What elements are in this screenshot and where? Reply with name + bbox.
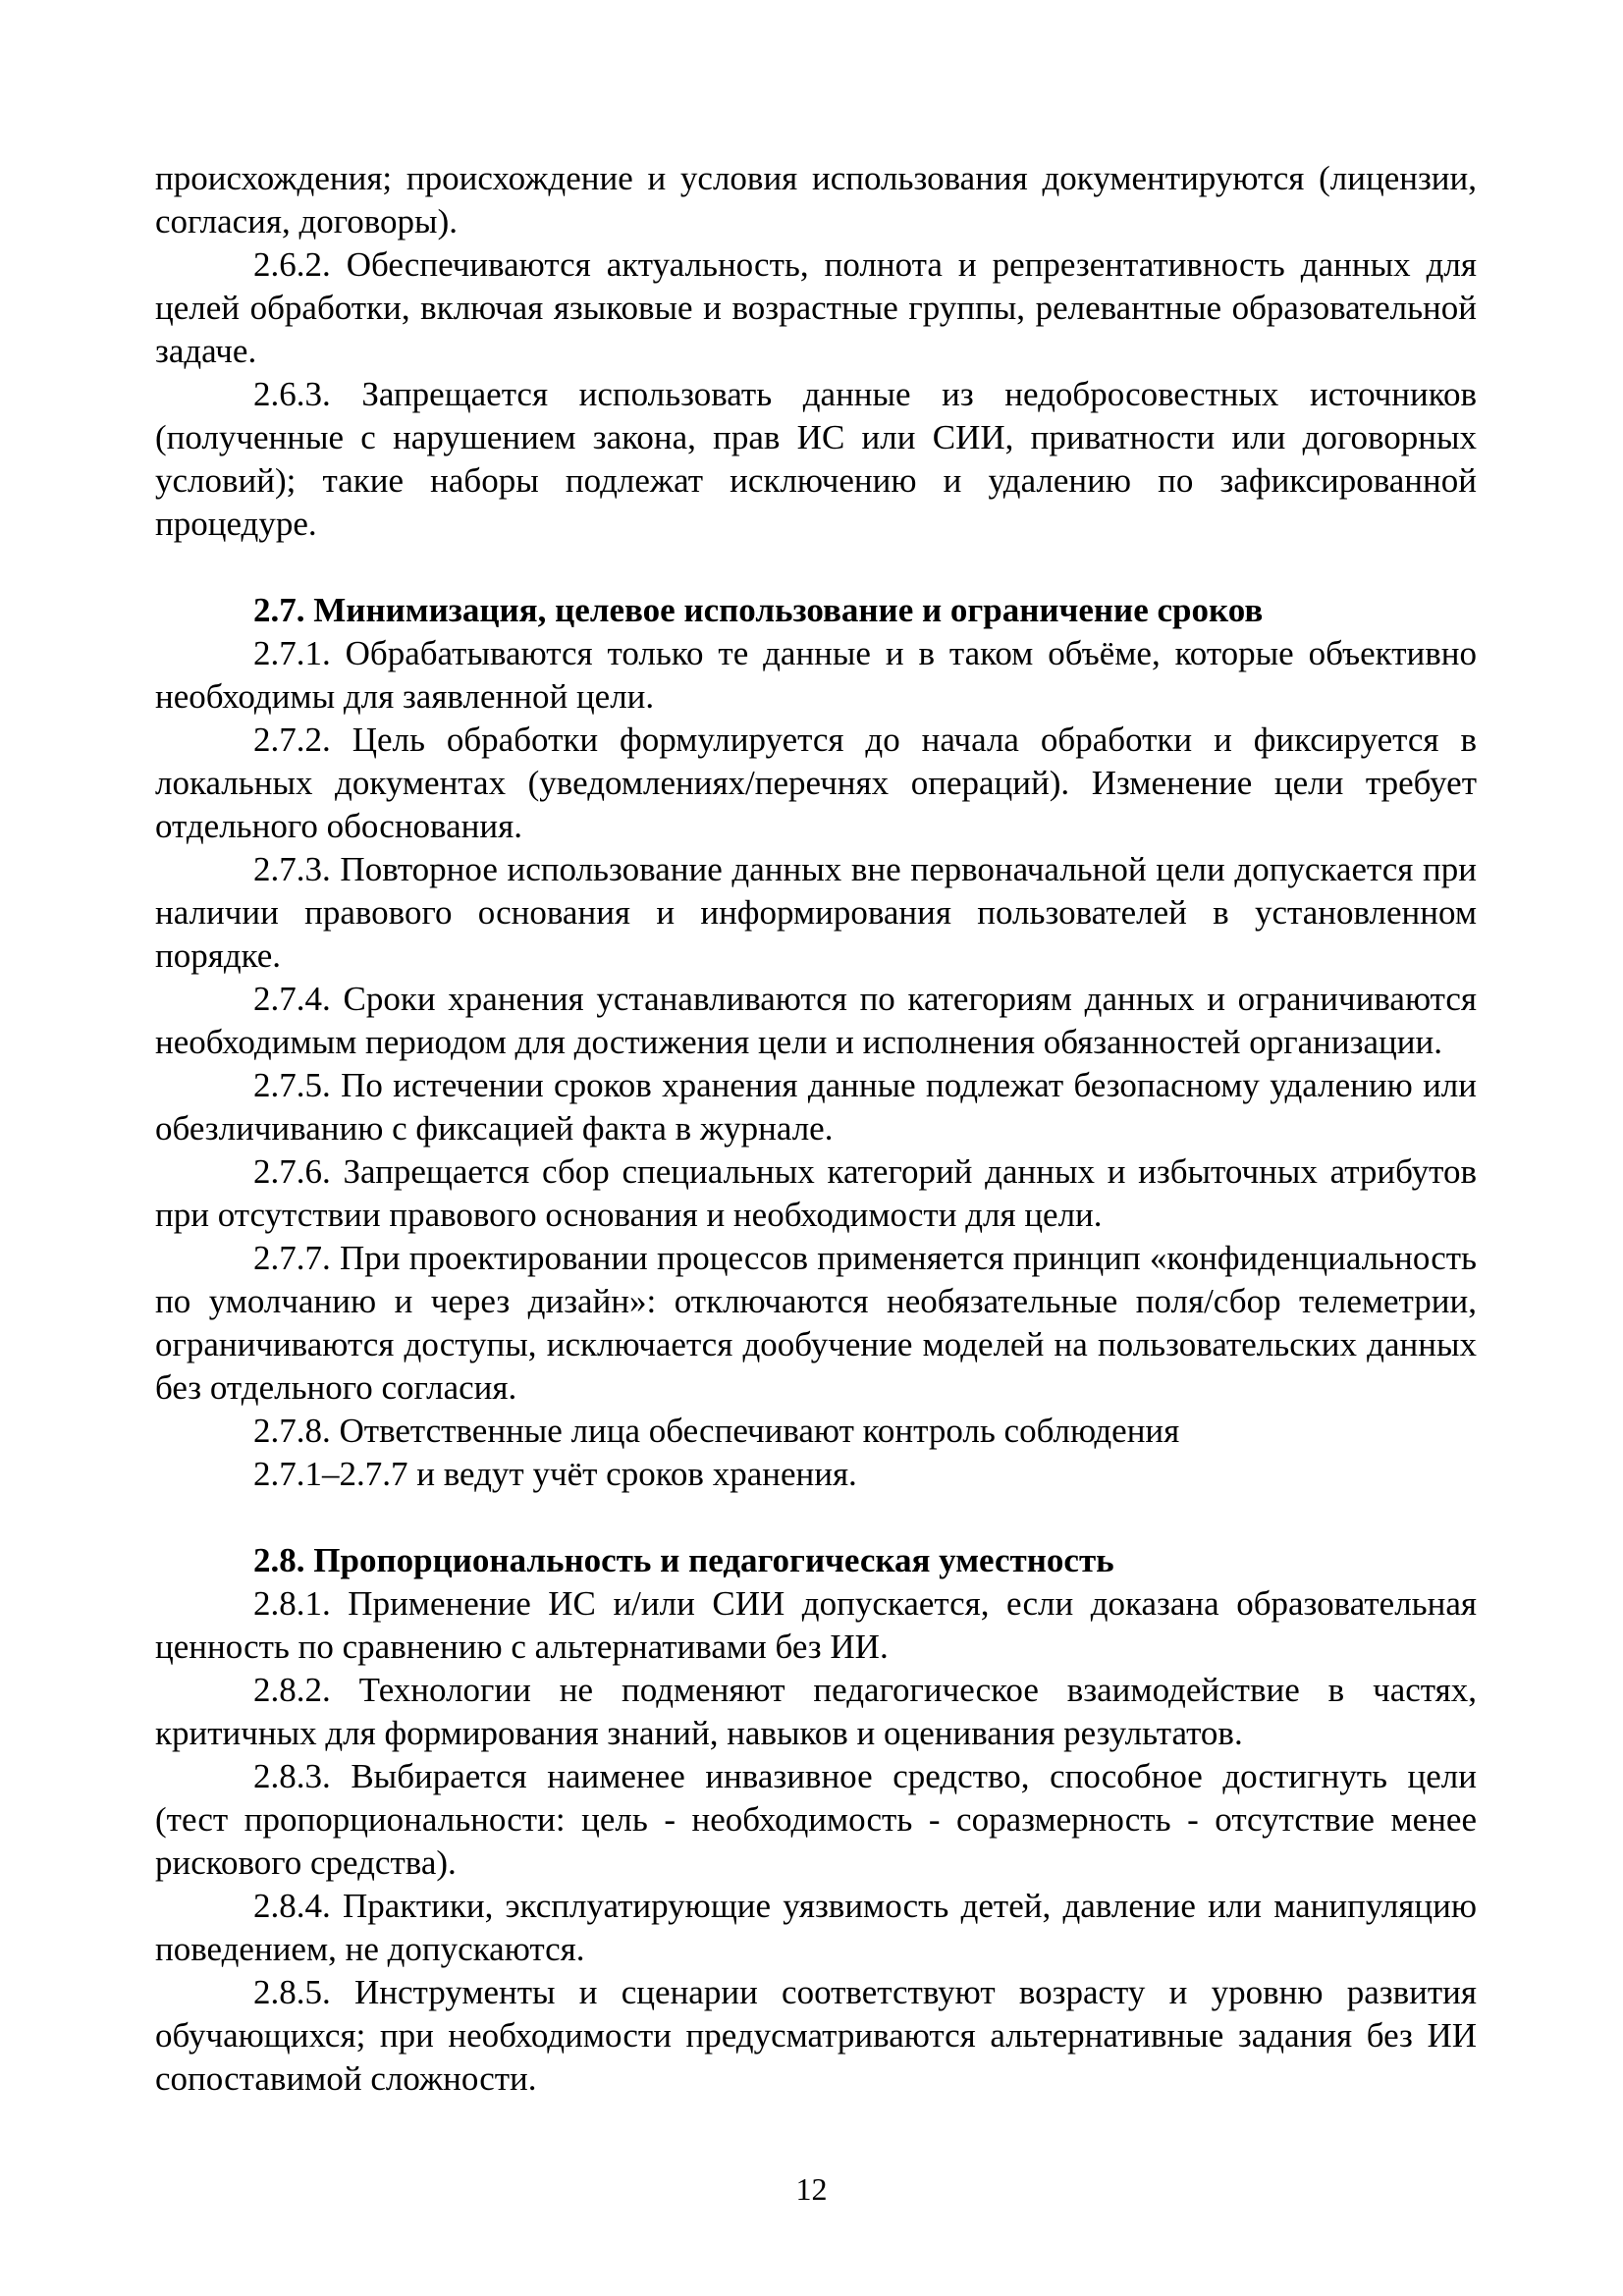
paragraph-2-8-5: 2.8.5. Инструменты и сценарии соответствуют возрасту и уровню развития обучающихся; при необходимости предусматриваются альтернативные задания без ИИ сопоставимой сложности. <box>155 1973 1477 2098</box>
paragraph-2-8-1: 2.8.1. Применение ИС и/или СИИ допускается, если доказана образовательная ценность по сравнению с альтернативами без ИИ. <box>155 1584 1477 1666</box>
section-heading-2-7: 2.7. Минимизация, целевое использование и ограничение сроков <box>253 591 1264 629</box>
paragraph-2-7-8-line-1: 2.7.8. Ответственные лица обеспечивают контроль соблюдения <box>253 1412 1180 1450</box>
paragraph-2-6-3: 2.6.3. Запрещается использовать данные из недобросовестных источников (полученные с нарушением закона, прав ИС или СИИ, приватности или договорных условий); такие наборы подлежат исключению и удалению по зафиксированной процедуре. <box>155 375 1477 543</box>
section-spacer <box>155 546 1477 589</box>
paragraph-2-8-2: 2.8.2. Технологии не подменяют педагогическое взаимодействие в частях, критичных для формирования знаний, навыков и оценивания результатов. <box>155 1671 1477 1752</box>
document-page <box>155 157 1477 2101</box>
section-heading-2-8: 2.8. Пропорциональность и педагогическая уместность <box>253 1541 1114 1579</box>
paragraph-2-7-4: 2.7.4. Сроки хранения устанавливаются по категориям данных и ограничиваются необходимым периодом для достижения цели и исполнения обязанностей организации. <box>155 980 1477 1061</box>
section-spacer <box>155 1496 1477 1539</box>
page-number: 12 <box>795 2171 828 2207</box>
paragraph-2-8-3: 2.8.3. Выбирается наименее инвазивное средство, способное достигнуть цели (тест пропорциональности: цель - необходимость - соразмерность - отсутствие менее рискового средства). <box>155 1757 1477 1882</box>
paragraph-2-8-4: 2.8.4. Практики, эксплуатирующие уязвимость детей, давление или манипуляцию поведением, не допускаются. <box>155 1887 1477 1968</box>
paragraph-2-7-5: 2.7.5. По истечении сроков хранения данные подлежат безопасному удалению или обезличиванию с фиксацией факта в журнале. <box>155 1066 1477 1148</box>
paragraph-2-6-1-continuation: происхождения; происхождение и условия использования документируются (лицензии, согласия, договоры). <box>155 159 1477 240</box>
paragraph-2-7-6: 2.7.6. Запрещается сбор специальных категорий данных и избыточных атрибутов при отсутствии правового основания и необходимости для цели. <box>155 1152 1477 1234</box>
paragraph-2-6-2: 2.6.2. Обеспечиваются актуальность, полнота и репрезентативность данных для целей обработки, включая языковые и возрастные группы, релевантные образовательной задаче. <box>155 245 1477 370</box>
paragraph-2-7-1: 2.7.1. Обрабатываются только те данные и в таком объёме, которые объективно необходимы для заявленной цели. <box>155 634 1477 716</box>
paragraph-2-7-3: 2.7.3. Повторное использование данных вне первоначальной цели допускается при наличии правового основания и информирования пользователей в установленном порядке. <box>155 850 1477 975</box>
paragraph-2-7-8-line-2: 2.7.1–2.7.7 и ведут учёт сроков хранения. <box>253 1455 857 1493</box>
paragraph-2-7-7: 2.7.7. При проектировании процессов применяется принцип «конфиденциальность по умолчанию и через дизайн»: отключаются необязательные поля/сбор телеметрии, ограничиваются доступы, исключается дообучение моделей на пользовательских данных без отдельного согласия. <box>155 1239 1477 1407</box>
paragraph-2-7-2: 2.7.2. Цель обработки формулируется до начала обработки и фиксируется в локальных документах (уведомлениях/перечнях операций). Изменение цели требует отдельного обоснования. <box>155 721 1477 845</box>
